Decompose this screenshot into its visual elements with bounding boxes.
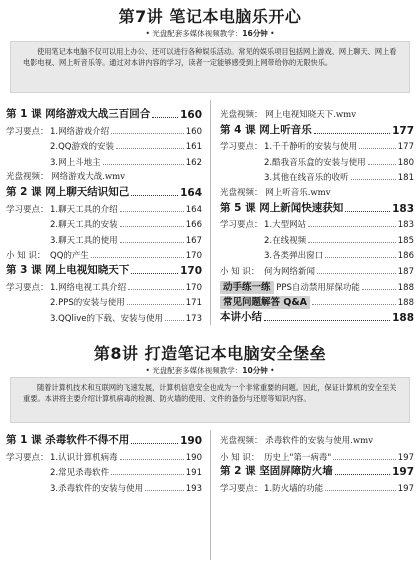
chapter-7-media-info: • 光盘配套多媒体视频教学：16分钟 • — [145, 29, 275, 38]
toc-section[interactable] — [220, 463, 414, 478]
toc-item-label: 3.聊天工具的使用 — [50, 235, 118, 246]
toc-item-prefix: 学习要点： — [6, 204, 49, 215]
page-number: 190 — [185, 452, 202, 463]
toc-item[interactable] — [6, 293, 202, 308]
toc-item-label: 2.在线视频 — [264, 235, 307, 246]
page-number: 167 — [185, 235, 202, 246]
page-number: 193 — [185, 483, 202, 494]
toc-section-label: 第 3 课 网上电视知晓天下 — [6, 264, 130, 276]
toc-item[interactable] — [6, 215, 202, 230]
toc-item[interactable] — [6, 200, 202, 215]
leader-dots — [111, 133, 184, 134]
leader-dots — [368, 164, 396, 165]
leader-dots — [359, 148, 396, 149]
leader-dots — [131, 273, 178, 274]
page-number: 181 — [397, 173, 414, 184]
toc-item-prefix: 学习要点： — [220, 142, 263, 153]
page-number: 197 — [397, 452, 414, 463]
toc-item-label: 2.QQ游戏的安装 — [50, 142, 114, 153]
toc-item[interactable] — [6, 122, 202, 137]
toc-section-label: 本讲小结 — [220, 310, 262, 323]
page-number: 162 — [185, 157, 202, 168]
toc-item[interactable] — [220, 448, 414, 463]
toc-item-label: 3.其他在线音乐的收听 — [264, 173, 349, 184]
page-number: 170 — [185, 282, 202, 293]
page-number: 186 — [397, 251, 414, 262]
toc-item-label: 1.大型网站 — [264, 220, 307, 231]
toc-item-label: 1.网络游戏介绍 — [50, 126, 110, 137]
toc-item-label: 2.聊天工具的安装 — [50, 220, 118, 231]
toc-item-label: 何为网络新闻 — [264, 267, 316, 277]
toc-item-prefix: 小 知 识： — [6, 251, 46, 262]
toc-item-label: 1.千千静听的安装与使用 — [264, 142, 358, 153]
page-number: 166 — [185, 220, 202, 231]
leader-dots — [131, 443, 178, 444]
toc-item[interactable] — [220, 153, 414, 168]
toc-item[interactable] — [6, 479, 202, 494]
page-number: 177 — [392, 124, 414, 137]
chapter-7-intro: 使用笔记本电脑不仅可以用上办公、还可以进行各种娱乐活动。常见的娱乐项目包括网上游戏、网上聊天、网上看电影电视、网上听音乐等。通过对本讲内容的学习，读者一定能够感受到上网带给你的无限快乐。 — [10, 41, 410, 93]
leader-dots — [111, 474, 184, 475]
leader-dots — [103, 164, 184, 165]
leader-dots — [308, 242, 396, 243]
toc-section-label: 第 5 课 网上新闻快速获知 — [220, 201, 344, 214]
leader-dots — [362, 289, 396, 290]
toc-item[interactable] — [220, 246, 414, 261]
chapter-8-intro: 随着计算机技术和互联网的飞速发展，计算机信息安全也成为一个非常重要的问题。因此，保证计算机的安全至关重要。本讲将主要介绍计算机病毒的检测、防火墙的使用、文件的备份与还原等知识内容。 — [10, 377, 410, 423]
toc-highlight-label: 常见问题解答 Q&A — [220, 296, 310, 309]
page-number: 160 — [180, 109, 202, 121]
leader-dots — [345, 211, 390, 212]
toc-section[interactable] — [220, 200, 414, 215]
page-number: 197 — [397, 483, 414, 494]
toc-item-prefix: 学习要点： — [6, 126, 49, 137]
toc-highlight-sub: PPS自动禁用屏保功能 — [273, 282, 360, 293]
toc-item[interactable] — [6, 309, 202, 324]
toc-item-prefix: 学习要点： — [220, 483, 263, 494]
leader-dots — [116, 148, 184, 149]
toc-section-label: 第 1 课 杀毒软件不得不用 — [6, 434, 130, 446]
leader-dots — [91, 257, 184, 258]
video-reference: 光盘视频： 网上电视知晓天下.wmv — [220, 110, 357, 120]
toc-highlight[interactable] — [220, 278, 414, 293]
toc-item[interactable] — [220, 262, 414, 277]
page-number: 188 — [397, 298, 414, 309]
toc-item-label: 2.常见杀毒软件 — [50, 468, 110, 479]
toc-item[interactable] — [220, 137, 414, 152]
leader-dots — [325, 257, 396, 258]
toc-section[interactable] — [6, 106, 202, 121]
toc-item[interactable] — [6, 463, 202, 478]
toc-item-label: 3.QQlive的下载、安装与使用 — [50, 313, 163, 324]
column-divider — [210, 100, 211, 325]
toc-highlight-label: 动手练一练 — [220, 281, 274, 294]
toc-item[interactable] — [6, 246, 202, 261]
page-number: 170 — [185, 251, 202, 262]
page-number: 187 — [397, 267, 414, 277]
page-number: 160 — [185, 126, 202, 137]
leader-dots — [351, 179, 396, 180]
leader-dots — [314, 133, 390, 134]
toc-section[interactable] — [220, 122, 414, 137]
page-number: 180 — [397, 157, 414, 168]
toc-item-label: 3.各类弹出窗口 — [264, 251, 324, 262]
page-number: 170 — [180, 265, 202, 277]
toc-item-label: 2.PPS的安装与使用 — [50, 298, 125, 309]
leader-dots — [308, 226, 396, 227]
toc-item-label: 1.防火墙的功能 — [264, 483, 324, 494]
chapter-8-media-info: • 光盘配套多媒体视频教学：10分钟 • — [145, 366, 275, 375]
leader-dots — [264, 320, 390, 321]
page-number: 197 — [392, 466, 414, 479]
leader-dots — [333, 459, 395, 460]
page-number: 188 — [397, 282, 414, 293]
toc-section[interactable] — [6, 262, 202, 277]
toc-item[interactable] — [6, 137, 202, 152]
leader-dots — [120, 211, 184, 212]
toc-item-prefix: 小 知 识： — [220, 267, 260, 277]
chapter-7-title: 第7讲 笔记本电脑乐开心 — [118, 7, 302, 26]
toc-item[interactable] — [220, 168, 414, 183]
toc-section-label: 第 1 课 网络游戏大战三百回合 — [6, 108, 151, 120]
leader-dots — [145, 490, 184, 491]
toc-section-label: 第 4 课 网上听音乐 — [220, 123, 312, 136]
page-number: 191 — [185, 468, 202, 479]
page-number: 171 — [185, 298, 202, 309]
toc-item[interactable] — [6, 153, 202, 168]
leader-dots — [131, 195, 178, 196]
toc-item-label: 1.网络电视工具介绍 — [50, 282, 127, 293]
page-number: 190 — [180, 435, 202, 447]
toc-section-label: 第 2 课 网上聊天结识知己 — [6, 186, 130, 198]
toc-section[interactable] — [6, 184, 202, 199]
toc-item[interactable] — [220, 479, 414, 494]
toc-item-prefix: 学习要点： — [6, 282, 49, 293]
video-reference: 光盘视频： 网上听音乐.wmv — [220, 188, 331, 198]
page-number: 183 — [397, 220, 414, 231]
page-number: 185 — [397, 235, 414, 246]
leader-dots — [127, 304, 184, 305]
leader-dots — [312, 304, 396, 305]
toc-section[interactable] — [220, 309, 414, 324]
toc-item-label: 3.网上斗地主 — [50, 157, 101, 168]
leader-dots — [325, 490, 396, 491]
page-number: 188 — [392, 311, 414, 324]
toc-item-label: 历史上"第一病毒" — [264, 452, 332, 463]
toc-item[interactable] — [6, 448, 202, 463]
toc-item-label: 2.酷我音乐盒的安装与使用 — [264, 157, 366, 168]
toc-item-label: 1.聊天工具的介绍 — [50, 204, 118, 215]
toc-section-label: 第 2 课 坚固屏障防火墙 — [220, 465, 333, 478]
toc-item[interactable] — [6, 278, 202, 293]
video-reference: 光盘视频： 网络游戏大战.wmv — [6, 172, 126, 183]
leader-dots — [335, 474, 390, 475]
toc-item-prefix: 小 知 识： — [220, 452, 260, 463]
leader-dots — [152, 117, 178, 118]
toc-item-prefix: 学习要点： — [220, 220, 263, 231]
toc-highlight[interactable] — [220, 293, 414, 308]
column-divider — [210, 430, 211, 560]
toc-item-label: 1.认识计算机病毒 — [50, 452, 118, 463]
page-number: 164 — [180, 187, 202, 199]
toc-item[interactable] — [220, 215, 414, 230]
toc-item[interactable] — [220, 231, 414, 246]
leader-dots — [165, 320, 184, 321]
page-number: 173 — [185, 313, 202, 324]
leader-dots — [120, 459, 184, 460]
toc-item-prefix: 学习要点： — [6, 452, 49, 463]
toc-section[interactable] — [6, 432, 202, 447]
page-number: 161 — [185, 142, 202, 153]
leader-dots — [120, 226, 184, 227]
page-number: 183 — [392, 202, 414, 215]
toc-item-label: QQ的产生 — [50, 251, 89, 262]
leader-dots — [128, 289, 184, 290]
page-number: 164 — [185, 204, 202, 215]
toc-item-label: 3.杀毒软件的安装与使用 — [50, 483, 144, 494]
toc-item[interactable] — [6, 231, 202, 246]
video-reference: 光盘视频： 杀毒软件的安装与使用.wmv — [220, 436, 374, 446]
page-number: 177 — [397, 142, 414, 153]
leader-dots — [120, 242, 184, 243]
leader-dots — [317, 273, 396, 274]
chapter-8-title: 第8讲 打造笔记本电脑安全堡垒 — [93, 344, 327, 363]
